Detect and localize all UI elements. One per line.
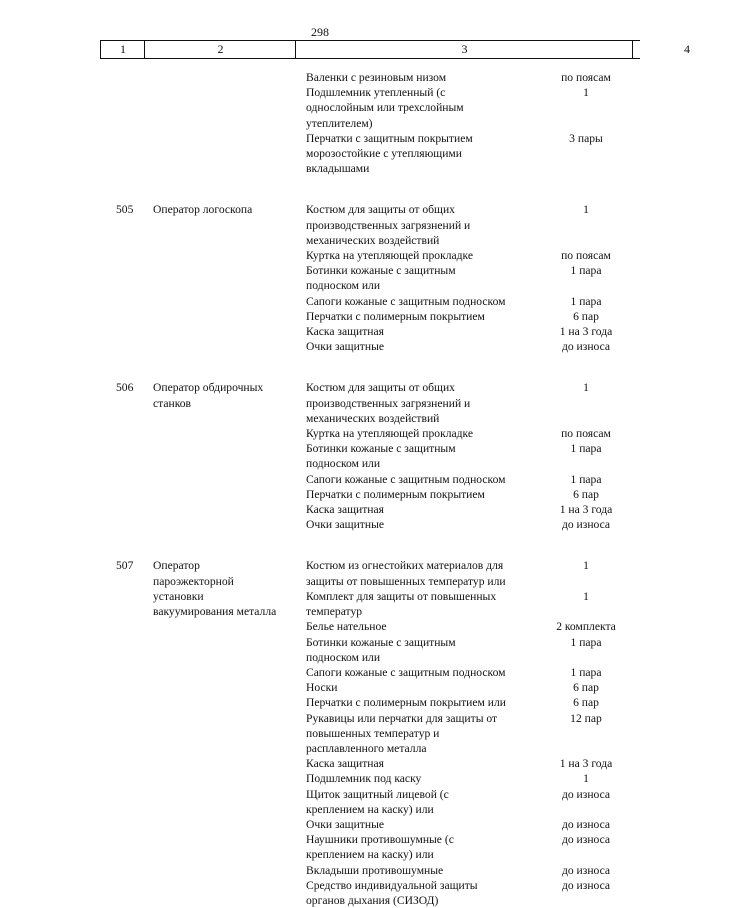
ppe-item xyxy=(306,680,640,695)
table-row-group xyxy=(0,558,640,908)
ppe-item-name-line: Щиток защитный лицевой (с xyxy=(306,787,449,801)
ppe-list xyxy=(306,380,640,532)
ppe-item xyxy=(306,85,640,131)
ppe-item-name-line: повышенных температур и xyxy=(306,726,440,740)
ppe-item-norm: 6 пар xyxy=(573,487,599,501)
ppe-list xyxy=(306,558,640,908)
ppe-item-norm: 1 пара xyxy=(570,635,602,649)
ppe-item-norm: 1 xyxy=(583,772,589,786)
ppe-item-norm: 1 пара xyxy=(570,294,602,308)
ppe-item-name-line: производственных загрязнений и xyxy=(306,396,471,410)
ppe-item-name-line: расплавленного металла xyxy=(306,741,427,755)
ppe-item-norm: до износа xyxy=(561,518,611,532)
ppe-item xyxy=(306,131,640,177)
ppe-item-norm: 1 xyxy=(583,381,589,395)
ppe-item-norm: 6 пар xyxy=(573,681,599,695)
ppe-item xyxy=(306,487,640,502)
ppe-item-norm: по поясам xyxy=(561,71,611,84)
ppe-item-name-line: Рукавицы или перчатки для защиты от xyxy=(306,711,498,725)
ppe-item-norm: до износа xyxy=(561,340,611,354)
ppe-list xyxy=(306,70,640,176)
ppe-item xyxy=(306,863,640,878)
ppe-item-name-line: Перчатки с полимерным покрытием xyxy=(306,309,485,323)
ppe-item-name-line: Ботинки кожаные с защитным xyxy=(306,635,456,649)
ppe-item-name-line: органов дыхания (СИЗОД) xyxy=(306,893,439,907)
ppe-item-name-line: Средство индивидуальной защиты xyxy=(306,878,478,892)
ppe-item xyxy=(306,472,640,487)
ppe-item-norm: по поясам xyxy=(561,249,611,263)
header-col-2: 2 xyxy=(144,41,296,58)
ppe-item-name xyxy=(306,665,538,680)
ppe-item-name xyxy=(306,517,538,532)
ppe-item xyxy=(306,517,640,532)
ppe-item-name-line: Белье нательное xyxy=(306,620,387,634)
ppe-item-name-line: Подшлемник утепленный (с xyxy=(306,86,446,100)
ppe-item-name-line: Ботинки кожаные с защитным xyxy=(306,264,456,278)
ppe-item-name xyxy=(306,771,538,786)
ppe-item-name xyxy=(306,502,538,517)
ppe-item-name xyxy=(306,263,538,293)
ppe-item-name-line: Подшлемник под каску xyxy=(306,772,422,786)
ppe-item xyxy=(306,441,640,471)
ppe-item-norm: 1 на 3 года xyxy=(559,503,613,517)
occupation-name-line: Оператор логоскопа xyxy=(153,203,253,217)
ppe-item xyxy=(306,339,640,354)
ppe-item-name-line: механических воздействий xyxy=(306,233,440,247)
ppe-item xyxy=(306,878,640,908)
ppe-item xyxy=(306,771,640,786)
occupation-number: 505 xyxy=(116,203,134,217)
ppe-item-name-line: Валенки с резиновым низом xyxy=(306,71,447,84)
ppe-item xyxy=(306,324,640,339)
ppe-item-name xyxy=(306,202,538,248)
ppe-item-name-line: Каска защитная xyxy=(306,503,384,517)
ppe-item-name xyxy=(306,878,538,908)
ppe-item-name-line: подноском или xyxy=(306,457,381,471)
ppe-item-name xyxy=(306,339,538,354)
ppe-item xyxy=(306,787,640,817)
ppe-item-name xyxy=(306,635,538,665)
occupation-number: 506 xyxy=(116,381,134,395)
ppe-item-name-line: Куртка на утепляющей прокладке xyxy=(306,249,474,263)
ppe-item-name-line: Каска защитная xyxy=(306,325,384,339)
ppe-item-name xyxy=(306,85,538,131)
ppe-item-norm: до износа xyxy=(561,787,611,801)
ppe-item-name-line: Ботинки кожаные с защитным xyxy=(306,442,456,456)
ppe-item-name xyxy=(306,248,538,263)
ppe-item-name xyxy=(306,863,538,878)
ppe-item-norm: 1 пара xyxy=(570,264,602,278)
ppe-item-name-line: Носки xyxy=(306,681,338,695)
ppe-item-name xyxy=(306,441,538,471)
ppe-item-name-line: Перчатки с защитным покрытием xyxy=(306,131,473,145)
ppe-item-name-line: Костюм для защиты от общих xyxy=(306,381,455,395)
ppe-item xyxy=(306,558,640,588)
ppe-item-name xyxy=(306,426,538,441)
ppe-item-name xyxy=(306,680,538,695)
ppe-item-name-line: Сапоги кожаные с защитным подноском xyxy=(306,665,506,679)
ppe-item-name-line: морозостойкие с утепляющими xyxy=(306,147,462,161)
ppe-item-name-line: Костюм из огнестойких материалов для xyxy=(306,559,504,573)
ppe-item-name xyxy=(306,589,538,619)
occupation-name xyxy=(153,380,298,410)
ppe-item-norm: 6 пар xyxy=(573,309,599,323)
ppe-item-name-line: Сапоги кожаные с защитным подноском xyxy=(306,294,506,308)
occupation-name-line: вакуумирования металла xyxy=(153,605,277,619)
ppe-item-norm: 1 xyxy=(583,203,589,217)
ppe-item-norm: 1 xyxy=(583,86,589,100)
ppe-item-norm: по поясам xyxy=(561,427,611,441)
ppe-item-name-line: производственных загрязнений и xyxy=(306,218,471,232)
ppe-item-name xyxy=(306,756,538,771)
ppe-item-name xyxy=(306,70,538,85)
ppe-item-name-line: подноском или xyxy=(306,279,381,293)
ppe-item-norm: 1 на 3 года xyxy=(559,325,613,339)
ppe-item-norm: до износа xyxy=(561,863,611,877)
ppe-item-name-line: вкладышами xyxy=(306,162,370,176)
ppe-item-name xyxy=(306,832,538,862)
ppe-item-name xyxy=(306,472,538,487)
ppe-item xyxy=(306,635,640,665)
ppe-item-name-line: температур xyxy=(306,605,363,619)
ppe-item-name-line: Перчатки с полимерным покрытием или xyxy=(306,696,506,710)
table-header xyxy=(100,40,690,59)
ppe-item xyxy=(306,202,640,248)
ppe-item-name-line: Перчатки с полимерным покрытием xyxy=(306,487,485,501)
occupation-name xyxy=(153,558,298,619)
table-row-group xyxy=(0,380,640,532)
ppe-item-name-line: креплением на каску) или xyxy=(306,802,434,816)
ppe-item-name-line: креплением на каску) или xyxy=(306,848,434,862)
ppe-item-norm: до износа xyxy=(561,878,611,892)
ppe-item-name xyxy=(306,619,538,634)
ppe-item xyxy=(306,426,640,441)
ppe-item-name-line: Наушники противошумные (с xyxy=(306,833,454,847)
occupation-name-line: Оператор xyxy=(153,559,200,573)
ppe-item-norm: 1 пара xyxy=(570,442,602,456)
ppe-item-name xyxy=(306,380,538,426)
ppe-item xyxy=(306,263,640,293)
ppe-item xyxy=(306,380,640,426)
ppe-item xyxy=(306,832,640,862)
ppe-item-norm: 1 на 3 года xyxy=(559,757,613,771)
header-col-1: 1 xyxy=(100,41,145,58)
ppe-item-norm: 12 пар xyxy=(570,711,602,725)
ppe-item-name xyxy=(306,309,538,324)
ppe-item-name-line: утеплителем) xyxy=(306,116,373,130)
occupation-number: 507 xyxy=(116,559,134,573)
ppe-item-norm: 1 xyxy=(583,589,589,603)
ppe-item-name-line: Очки защитные xyxy=(306,340,385,354)
ppe-item xyxy=(306,248,640,263)
header-col-3: 3 xyxy=(295,41,633,58)
ppe-item-name xyxy=(306,817,538,832)
ppe-item-norm: 2 комплекта xyxy=(556,620,616,634)
ppe-item-name xyxy=(306,131,538,177)
page-number: 298 xyxy=(311,25,329,39)
ppe-item-norm: до износа xyxy=(561,833,611,847)
ppe-item-name-line: Очки защитные xyxy=(306,817,385,831)
ppe-item-name xyxy=(306,294,538,309)
ppe-item xyxy=(306,817,640,832)
ppe-item xyxy=(306,619,640,634)
ppe-item-name-line: Костюм для защиты от общих xyxy=(306,203,455,217)
table-body xyxy=(0,70,640,908)
table-row-group xyxy=(0,70,640,176)
ppe-item-name-line: Вкладыши противошумные xyxy=(306,863,444,877)
ppe-item xyxy=(306,309,640,324)
ppe-item-name-line: Комплект для защиты от повышенных xyxy=(306,589,497,603)
ppe-item-name-line: механических воздействий xyxy=(306,411,440,425)
occupation-name xyxy=(153,202,298,217)
ppe-item xyxy=(306,294,640,309)
ppe-item-name-line: защиты от повышенных температур или xyxy=(306,574,506,588)
ppe-item-name-line: Сапоги кожаные с защитным подноском xyxy=(306,472,506,486)
occupation-name-line: станков xyxy=(153,396,192,410)
table-row-group xyxy=(0,202,640,354)
header-col-4: 4 xyxy=(632,41,741,58)
ppe-list xyxy=(306,202,640,354)
ppe-item xyxy=(306,502,640,517)
ppe-item xyxy=(306,589,640,619)
ppe-item-name-line: Каска защитная xyxy=(306,757,384,771)
ppe-item-norm: 3 пары xyxy=(569,131,603,145)
ppe-item-norm: 6 пар xyxy=(573,696,599,710)
ppe-item xyxy=(306,70,640,85)
ppe-item-norm: 1 пара xyxy=(570,472,602,486)
ppe-item-name xyxy=(306,711,538,757)
ppe-item xyxy=(306,695,640,710)
ppe-item-name xyxy=(306,695,538,710)
ppe-item-norm: 1 xyxy=(583,559,589,573)
ppe-item-name xyxy=(306,787,538,817)
ppe-item-name xyxy=(306,324,538,339)
ppe-item xyxy=(306,665,640,680)
occupation-name-line: пароэжекторной xyxy=(153,574,234,588)
ppe-item-norm: 1 пара xyxy=(570,665,602,679)
ppe-item-name xyxy=(306,558,538,588)
occupation-name-line: Оператор обдирочных xyxy=(153,381,264,395)
ppe-item-norm: до износа xyxy=(561,817,611,831)
ppe-item xyxy=(306,756,640,771)
ppe-item-name xyxy=(306,487,538,502)
ppe-item-name-line: Очки защитные xyxy=(306,518,385,532)
ppe-item-name-line: подноском или xyxy=(306,650,381,664)
occupation-name-line: установки xyxy=(153,589,204,603)
ppe-item-name-line: однослойным или трехслойным xyxy=(306,101,464,115)
ppe-item xyxy=(306,711,640,757)
ppe-item-name-line: Куртка на утепляющей прокладке xyxy=(306,427,474,441)
